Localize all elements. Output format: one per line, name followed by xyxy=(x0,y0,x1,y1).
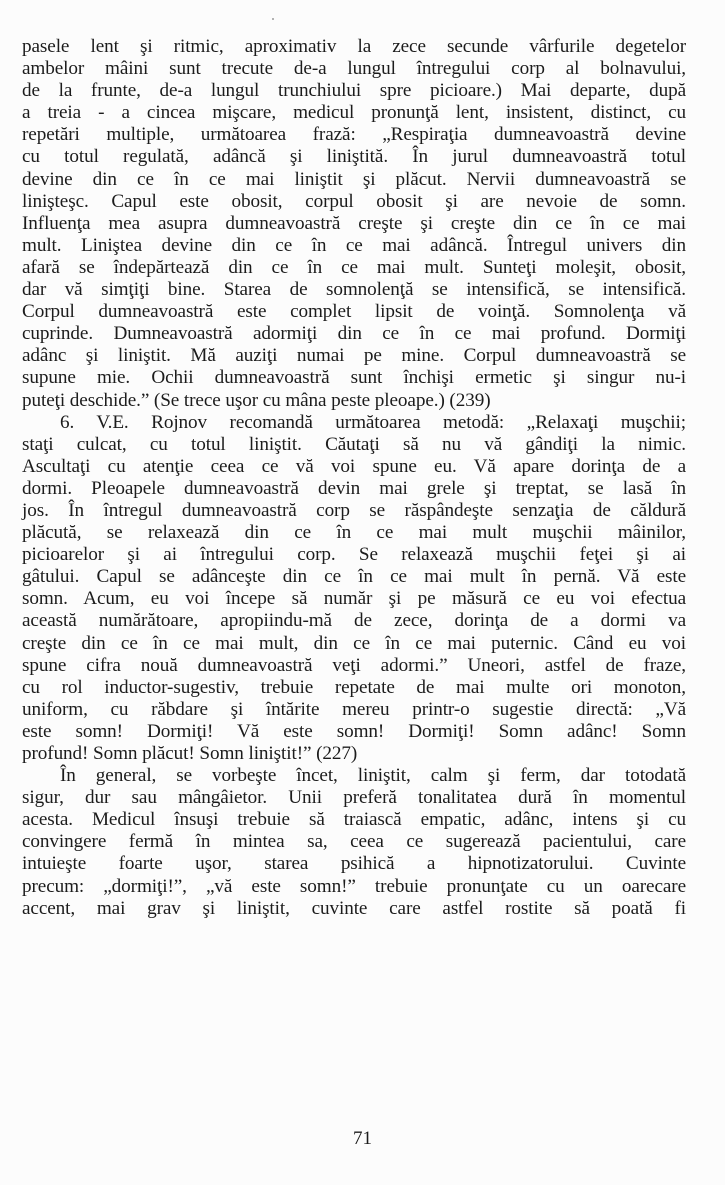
text-line: gâtului. Capul se adânceşte din ce în ce mai mult în pernă. Vă este xyxy=(22,566,686,588)
text-line: În general, se vorbeşte încet, liniştit, calm şi ferm, dar totodată xyxy=(60,765,686,787)
text-line: cu totul regulată, adâncă şi liniştită. În jurul dumneavoastră totul xyxy=(22,146,686,168)
text-line: 6. V.E. Rojnov recomandă următoarea metodă: „Relaxaţi muşchii; xyxy=(60,411,686,433)
text-line: somn. Acum, eu voi începe să număr şi pe măsură ce eu voi efectua xyxy=(22,588,686,610)
text-line: pasele lent şi ritmic, aproximativ la zece secunde vârfurile degetelor xyxy=(22,36,686,57)
text-line: dormi. Pleoapele dumneavoastră devin mai grele şi treptat, se lasă în xyxy=(22,477,686,499)
body-text xyxy=(22,36,686,920)
page-number: 71 xyxy=(353,1128,372,1149)
text-line: a treia - a cincea mişcare, medicul pronunţă lent, insistent, distinct, cu xyxy=(22,102,686,124)
text-line: de la frunte, de-a lungul trunchiului spre picioare.) Mai departe, după xyxy=(22,80,686,102)
text-line: linişteşc. Capul este obosit, corpul obosit şi are nevoie de somn. xyxy=(22,190,686,212)
text-line: precum: „dormiţi!”, „vă este somn!” trebuie pronunţate cu un oarecare xyxy=(22,875,686,897)
scan-speck xyxy=(272,18,274,20)
text-line: staţi culcat, cu totul liniştit. Căutaţi să nu vă gândiţi la nimic. xyxy=(22,433,686,455)
text-line: profund! Somn plăcut! Somn liniştit!” (227) xyxy=(22,743,358,764)
text-line: creşte din ce în ce mai mult, din ce în ce mai puternic. Când eu voi xyxy=(22,632,686,654)
text-line: Influenţa mea asupra dumneavoastră creşte şi creşte din ce în ce mai xyxy=(22,212,686,234)
text-line: uniform, cu răbdare şi întărite mereu printr-o sugestie directă: „Vă xyxy=(22,698,686,720)
text-line: jos. În întregul dumneavoastră corp se răspândeşte senzaţia de căldură xyxy=(22,499,686,521)
text-line: cuprinde. Dumneavoastră adormiţi din ce în ce mai profund. Dormiţi xyxy=(22,323,686,345)
text-line: devine din ce în ce mai liniştit şi plăcut. Nervii dumneavoastră se xyxy=(22,168,686,190)
text-line: sigur, dur sau mângâietor. Unii preferă tonalitatea dură în momentul xyxy=(22,787,686,809)
text-line: picioarelor şi ai întregului corp. Se relaxează muşchii feţei şi ai xyxy=(22,544,686,566)
text-line: intuieşte foarte uşor, starea psihică a hipnotizatorului. Cuvinte xyxy=(22,853,686,875)
text-line: acesta. Medicul însuşi trebuie să traiască empatic, adânc, intens şi cu xyxy=(22,809,686,831)
text-line: accent, mai grav şi liniştit, cuvinte care astfel rostite să poată fi xyxy=(22,897,686,919)
text-line: Ascultaţi cu atenţie ceea ce vă voi spune eu. Vă apare dorinţa de a xyxy=(22,455,686,477)
text-line: spune cifra nouă dumneavoastră veţi adormi.” Uneori, astfel de fraze, xyxy=(22,654,686,676)
text-line: cu rol inductor-sugestiv, trebuie repetate de mai multe ori monoton, xyxy=(22,676,686,698)
text-line: Corpul dumneavoastră este complet lipsit de voinţă. Somnolenţa vă xyxy=(22,301,686,323)
text-line: afară se îndepărtează din ce în ce mai mult. Sunteţi moleşit, obosit, xyxy=(22,256,686,278)
text-line: puteţi deschide.” (Se trece uşor cu mâna peste pleoape.) (239) xyxy=(22,389,491,411)
text-line: supune mie. Ochii dumneavoastră sunt închişi ermetic şi singur nu-i xyxy=(22,367,686,389)
text-line: adânc şi liniştit. Mă auziţi numai pe mine. Corpul dumneavoastră se xyxy=(22,345,686,367)
text-line: ambelor mâini sunt trecute de-a lungul întregului corp al bolnavului, xyxy=(22,58,686,80)
text-line: dar vă simţiţi bine. Starea de somnolenţă se intensifică, se intensifică. xyxy=(22,279,686,301)
text-line: convingere fermă în mintea sa, ceea ce sugerează pacientului, care xyxy=(22,831,686,853)
text-line: este somn! Dormiţi! Vă este somn! Dormiţi! Somn adânc! Somn xyxy=(22,720,686,742)
text-line: această numărătoare, apropiindu-mă de zece, dorinţa de a dormi va xyxy=(22,610,686,632)
text-line: plăcută, se relaxează din ce în ce mai mult muşchii mâinilor, xyxy=(22,522,686,544)
text-line: repetări multiple, următoarea frază: „Respiraţia dumneavoastră devine xyxy=(22,124,686,146)
text-line: mult. Liniştea devine din ce în ce mai adâncă. Întregul univers din xyxy=(22,234,686,256)
